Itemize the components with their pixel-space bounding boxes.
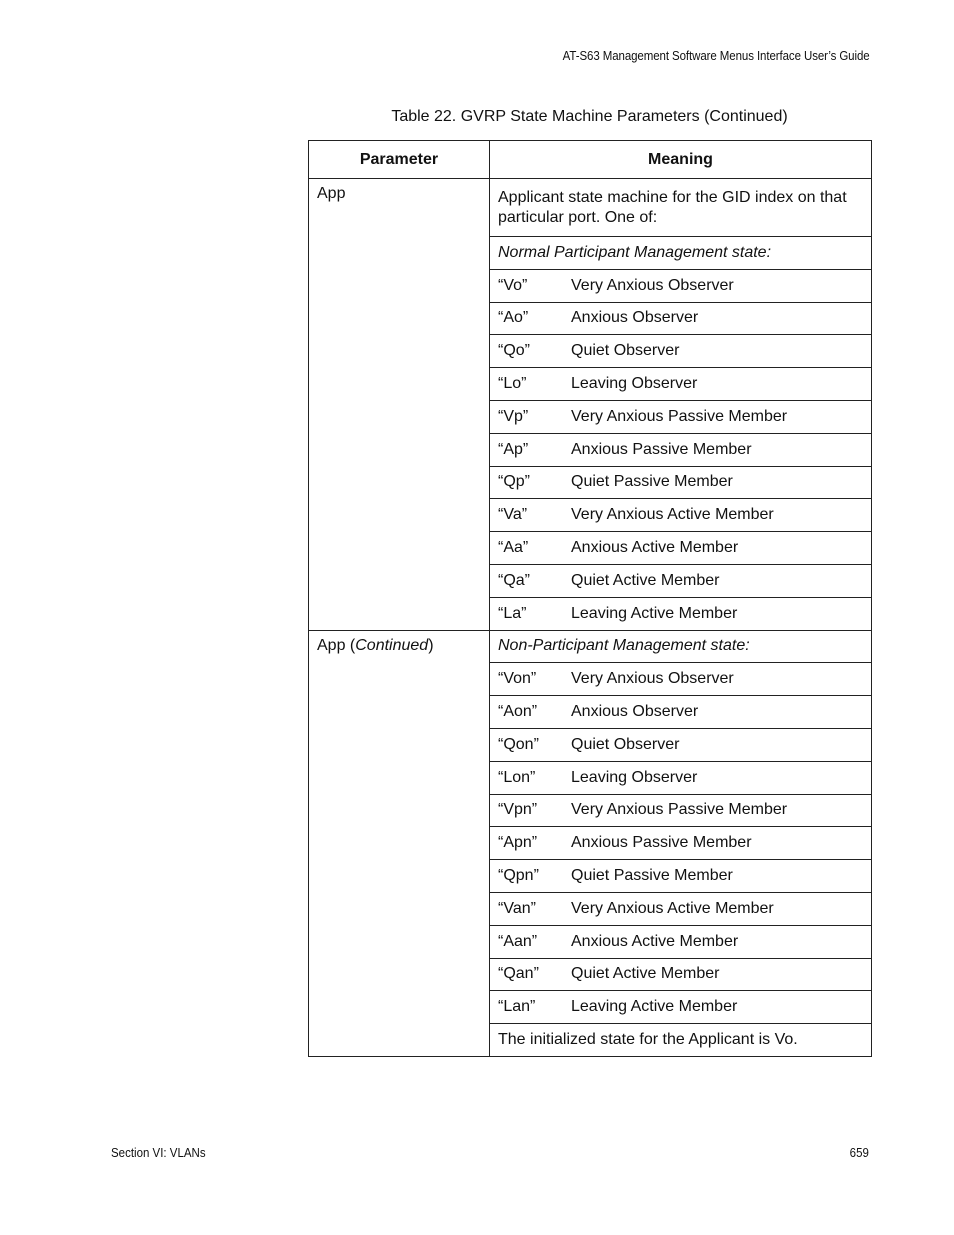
state-code: “Van” (498, 899, 536, 917)
state-label: Very Anxious Observer (571, 670, 734, 688)
state-cell (490, 335, 872, 368)
footer-section: Section VI: VLANs (111, 1146, 206, 1160)
state-cell (490, 827, 872, 860)
state-cell (490, 368, 872, 401)
state-cell (490, 400, 872, 433)
state-code: “Vo” (498, 276, 528, 294)
state-code: “Lon” (498, 768, 536, 786)
state-cell (490, 499, 872, 532)
state-cell (490, 433, 872, 466)
parameter-cell-app-continued (309, 630, 490, 1056)
state-code: “Lan” (498, 998, 536, 1016)
state-label: Quiet Observer (571, 735, 680, 753)
state-code: “Qa” (498, 571, 530, 589)
state-label: Quiet Passive Member (571, 473, 733, 491)
state-label: Very Anxious Active Member (571, 506, 774, 524)
state-cell (490, 860, 872, 893)
parameter-continued-text: Continued (355, 636, 429, 654)
state-cell (490, 564, 872, 597)
state-label: Very Anxious Active Member (571, 899, 774, 917)
state-cell (490, 663, 872, 696)
table-row (309, 630, 872, 663)
state-label: Anxious Observer (571, 703, 699, 721)
state-label: Very Anxious Observer (571, 276, 734, 294)
table-caption: Table 22. GVRP State Machine Parameters (Continued) (391, 108, 788, 125)
state-label: Very Anxious Passive Member (571, 407, 788, 425)
intro-cell: Applicant state machine for the GID index on that particular port. One of: (490, 179, 872, 237)
state-label: Leaving Observer (571, 768, 698, 786)
state-label: Leaving Observer (571, 375, 698, 393)
state-cell (490, 597, 872, 630)
state-cell (490, 696, 872, 729)
state-label: Anxious Passive Member (571, 440, 752, 458)
state-label: Anxious Active Member (571, 539, 739, 557)
state-label: Leaving Active Member (571, 604, 738, 622)
state-cell (490, 269, 872, 302)
state-cell (490, 728, 872, 761)
state-cell (490, 466, 872, 499)
state-label: Quiet Observer (571, 342, 680, 360)
state-code: “Apn” (498, 834, 538, 852)
state-label: Very Anxious Passive Member (571, 801, 788, 819)
state-code: “Aa” (498, 539, 529, 557)
state-label: Quiet Active Member (571, 965, 720, 983)
state-label: Leaving Active Member (571, 998, 738, 1016)
state-cell (490, 302, 872, 335)
column-header-meaning: Meaning (490, 141, 872, 179)
state-code: “Aan” (498, 932, 538, 950)
state-label: Anxious Active Member (571, 932, 739, 950)
column-header-parameter: Parameter (309, 141, 490, 179)
state-code: “La” (498, 604, 527, 622)
state-cell (490, 991, 872, 1024)
parameter-cell-app: App (309, 179, 490, 631)
state-code: “Ao” (498, 309, 529, 327)
state-code: “Qo” (498, 342, 530, 360)
state-code: “Va” (498, 506, 528, 524)
table-header-row (309, 141, 872, 179)
state-code: “Qan” (498, 965, 539, 983)
state-code: “Lo” (498, 375, 527, 393)
state-code: “Von” (498, 670, 537, 688)
parameter-text: App ( (317, 636, 356, 654)
state-cell (490, 892, 872, 925)
subheading-cell: Non-Participant Management state: (490, 630, 872, 663)
running-header: AT-S63 Management Software Menus Interface User’s Guide (563, 49, 870, 63)
gvrp-state-table (308, 140, 872, 1057)
footer-page-number: 659 (849, 1146, 869, 1160)
state-code: “Ap” (498, 440, 529, 458)
parameter-close-paren: ) (428, 636, 434, 654)
state-cell (490, 958, 872, 991)
state-code: “Vp” (498, 407, 529, 425)
state-cell (490, 761, 872, 794)
state-cell (490, 925, 872, 958)
state-label: Anxious Passive Member (571, 834, 752, 852)
state-label: Quiet Active Member (571, 571, 720, 589)
state-code: “Qp” (498, 473, 530, 491)
state-code: “Aon” (498, 703, 538, 721)
state-label: Quiet Passive Member (571, 867, 733, 885)
state-code: “Qon” (498, 735, 539, 753)
state-code: “Qpn” (498, 867, 539, 885)
subheading-cell: Normal Participant Management state: (490, 237, 872, 270)
note-cell: The initialized state for the Applicant is Vo. (490, 1024, 872, 1057)
state-label: Anxious Observer (571, 309, 699, 327)
state-code: “Vpn” (498, 801, 538, 819)
state-cell (490, 532, 872, 565)
table-row (309, 179, 872, 237)
state-cell (490, 794, 872, 827)
